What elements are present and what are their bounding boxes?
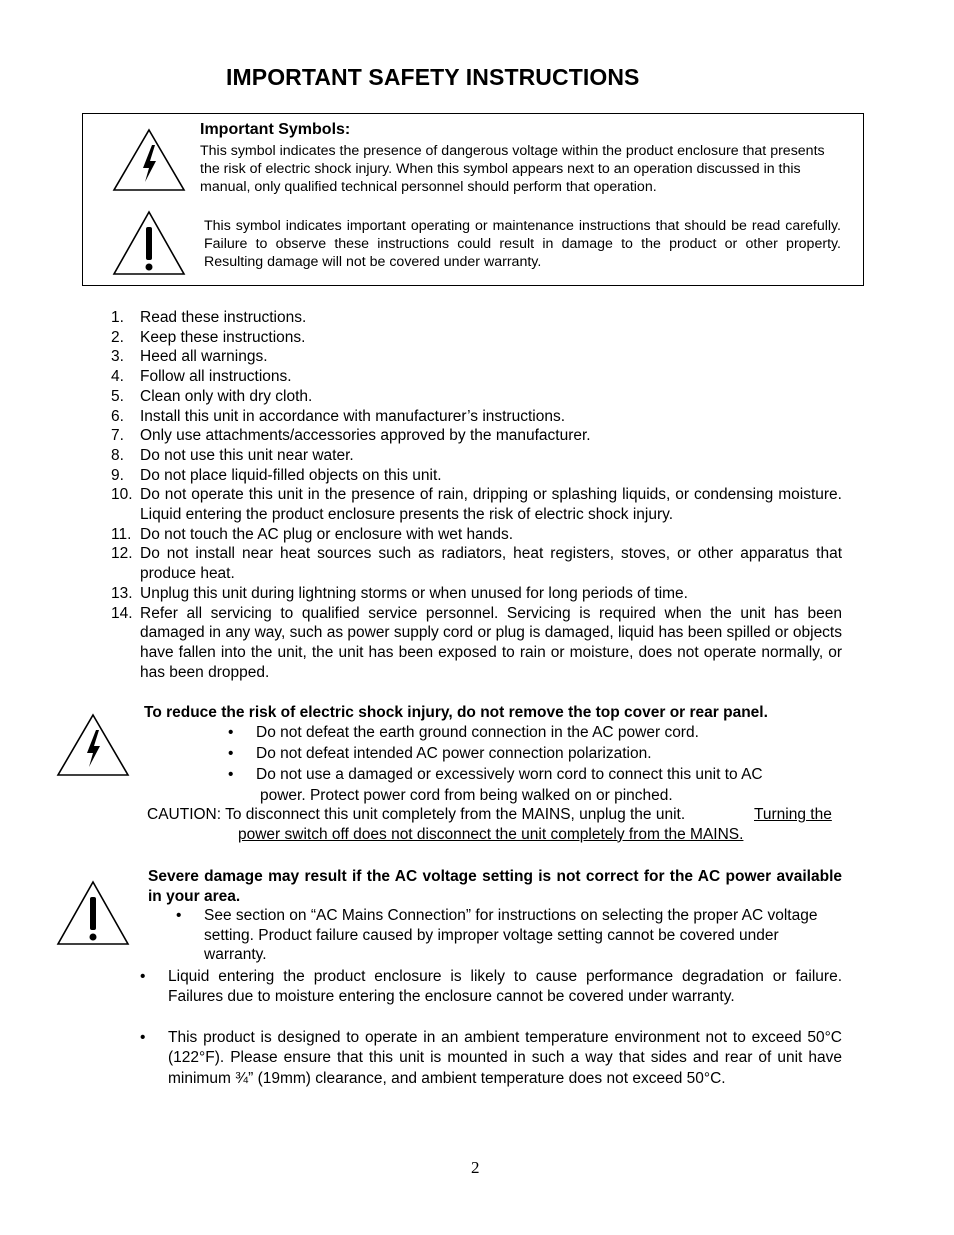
list-item (111, 466, 842, 486)
list-item-number: 10. (111, 486, 133, 504)
list-item (111, 426, 842, 446)
voltage-bullet: See section on “AC Mains Connection” for instructions on selecting the proper AC voltage setting. Product failure caused by improper voltage setting cannot be covered under warranty. (204, 907, 818, 963)
list-item-text: Do not operate this unit in the presence of rain, dripping or splashing liquids, or condensing moisture. Liquid entering the product enclosure presents the risk of electric shock injury. (140, 486, 842, 524)
exclamation-triangle-icon (56, 880, 130, 946)
list-item-text: Clean only with dry cloth. (140, 387, 313, 405)
shock-bullet: Do not defeat the earth ground connection in the AC power cord. (256, 724, 699, 741)
list-item (111, 407, 842, 427)
list-item-number: 7. (111, 427, 124, 445)
list-item-number: 4. (111, 368, 124, 386)
list-item-text: Install this unit in accordance with manufacturer’s instructions. (140, 407, 566, 425)
bullet-marker: • (140, 1029, 146, 1046)
lightning-triangle-icon (112, 128, 186, 192)
list-item-text: Do not place liquid-filled objects on this unit. (140, 466, 442, 484)
shock-bullet: Do not defeat intended AC power connection polarization. (256, 745, 652, 762)
shock-bullet: Do not use a damaged or excessively worn cord to connect this unit to AC (256, 766, 763, 783)
list-item-number: 9. (111, 466, 124, 484)
bullet-marker: • (228, 745, 234, 762)
list-item (111, 328, 842, 348)
list-item-text: Do not touch the AC plug or enclosure with wet hands. (140, 525, 514, 543)
list-item (111, 446, 842, 466)
note-temperature: This product is designed to operate in an ambient temperature environment not to exceed 50°C (122°F). Please ensure that this unit is mounted in such a way that sides and rear of unit have minimum ¾” (19mm) clearance, and ambient temperature does not exceed 50°C. (168, 1029, 842, 1087)
shock-bullet-continuation: power. Protect power cord from being walked on or pinched. (260, 787, 673, 804)
caution-prefix: CAUTION: To disconnect this unit completely from the MAINS, unplug the unit. (147, 806, 686, 823)
list-item (111, 485, 842, 524)
page-title: IMPORTANT SAFETY INSTRUCTIONS (226, 64, 640, 90)
list-item-text: Follow all instructions. (140, 368, 292, 386)
list-item (111, 544, 842, 583)
list-item-number: 6. (111, 407, 124, 425)
list-item-text: Only use attachments/accessories approved by the manufacturer. (140, 427, 591, 445)
caution-symbol-description: This symbol indicates important operating or maintenance instructions that should be read carefully. Failure to observe these instructions could result in damage to the product or other property. Resulting damage will not be covered under warranty. (204, 218, 841, 270)
list-item-number: 13. (111, 584, 133, 602)
list-item-number: 5. (111, 387, 124, 405)
list-item-number: 1. (111, 309, 124, 326)
list-item-number: 3. (111, 348, 124, 366)
lightning-triangle-icon (56, 713, 130, 777)
bullet-marker: • (228, 766, 234, 783)
list-item-number: 2. (111, 328, 124, 346)
list-item-text: Do not install near heat sources such as radiators, heat registers, stoves, or other apparatus that produce heat. (140, 545, 842, 583)
list-item-text: Unplug this unit during lightning storms or when unused for long periods of time. (140, 584, 688, 602)
bullet-marker: • (176, 907, 182, 924)
list-item (111, 367, 842, 387)
exclamation-triangle-icon (112, 210, 186, 276)
list-item (111, 584, 842, 604)
instructions-list (111, 308, 842, 682)
list-item (111, 387, 842, 407)
symbols-heading: Important Symbols: (200, 121, 351, 138)
list-item-number: 14. (111, 604, 133, 622)
list-item (111, 347, 842, 367)
list-item-text: Read these instructions. (140, 309, 307, 326)
caution-note (147, 805, 847, 844)
voltage-warning-heading: Severe damage may result if the AC voltage setting is not correct for the AC power available in your area. (148, 868, 842, 905)
voltage-symbol-description: This symbol indicates the presence of dangerous voltage within the product enclosure that presents the risk of electric shock injury. When this symbol appears next to an operation discussed in this manual, only qualified technical personnel should perform that operation. (200, 143, 825, 195)
caution-underlined-1: Turning the (754, 806, 832, 823)
list-item (111, 308, 842, 328)
list-item-text: Heed all warnings. (140, 348, 268, 366)
list-item-number: 12. (111, 545, 133, 563)
list-item (111, 525, 842, 545)
bullet-marker: • (140, 968, 146, 985)
list-item-number: 11. (111, 525, 132, 543)
list-item-number: 8. (111, 446, 124, 464)
note-moisture: Liquid entering the product enclosure is likely to cause performance degradation or failure. Failures due to moisture entering the enclosure cannot be covered under warranty. (168, 968, 842, 1005)
shock-warning-heading: To reduce the risk of electric shock injury, do not remove the top cover or rear panel. (144, 704, 768, 721)
caution-underlined-2: power switch off does not disconnect the unit completely from the MAINS. (238, 825, 744, 843)
list-item-text: Refer all servicing to qualified service personnel. Servicing is required when the unit has been damaged in any way, such as power supply cord or plug is damaged, liquid has been spilled or objects have fallen into the unit, the unit has been exposed to rain or moisture, does not operate normally, or has been dropped. (140, 604, 842, 681)
page-number: 2 (471, 1158, 480, 1177)
bullet-marker: • (228, 724, 234, 741)
list-item-text: Do not use this unit near water. (140, 446, 354, 464)
list-item-text: Keep these instructions. (140, 328, 306, 346)
list-item (111, 604, 842, 683)
